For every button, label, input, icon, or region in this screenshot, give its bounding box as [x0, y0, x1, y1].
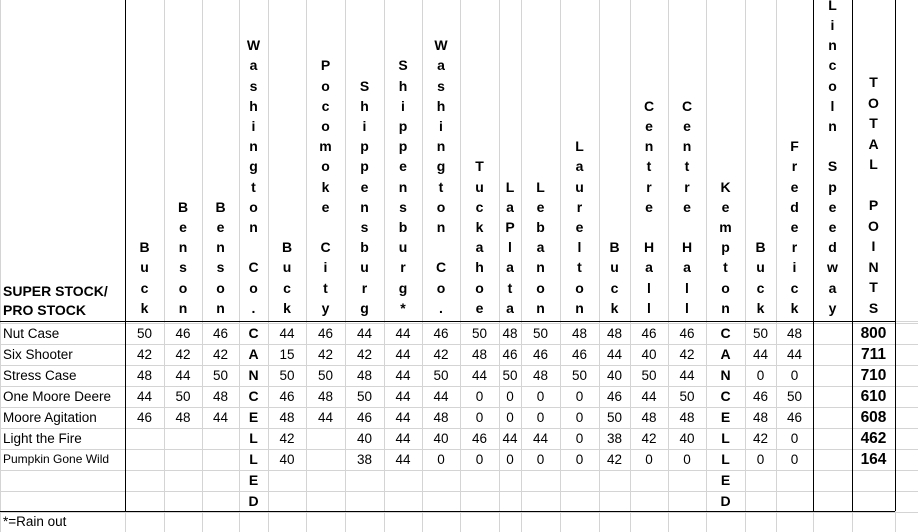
cancelled-letter: L	[249, 430, 258, 446]
points-cell	[813, 407, 852, 428]
cancelled-letter: C	[248, 388, 259, 404]
points-cell: 50	[356, 389, 373, 404]
track-name: B u c k	[281, 239, 293, 316]
points-cell: 42	[136, 347, 153, 362]
cancelled-letter: A	[720, 346, 731, 362]
driver-name: Light the Fire	[3, 431, 82, 446]
points-cell: 46	[641, 326, 657, 341]
points-cell: 48	[433, 410, 449, 425]
points-cell: 42	[356, 347, 373, 362]
cancelled-letter: C	[720, 325, 731, 341]
points-cell: 42	[175, 347, 191, 362]
points-cell: 44	[433, 389, 449, 404]
points-cell	[306, 449, 345, 470]
points-cell	[164, 470, 202, 491]
points-cell: 48	[606, 326, 623, 341]
total-points-cell	[852, 491, 895, 512]
total-points-cell: 711	[860, 346, 886, 363]
points-cell: 46	[175, 326, 191, 341]
total-points-cell: 608	[860, 409, 887, 426]
track-name: C e n t r e H a l l	[643, 97, 655, 316]
points-cell: 44	[752, 347, 769, 362]
track-name: L e b a n o n	[536, 178, 545, 316]
track-header	[306, 0, 345, 321]
track-header	[422, 0, 460, 321]
points-cell: 46	[532, 347, 549, 362]
points-cell	[499, 491, 521, 512]
points-cell: 44	[136, 389, 153, 404]
points-cell: 50	[471, 326, 488, 341]
points-cell	[813, 365, 852, 386]
track-name: W a s h i n g t o n C o .	[246, 37, 261, 316]
points-cell: 0	[475, 389, 484, 404]
points-cell	[813, 491, 852, 512]
track-name: C e n t r e H a l l	[681, 97, 693, 316]
track-name: S h i p p e n s b u r g *	[398, 57, 408, 316]
driver-name: Six Shooter	[3, 347, 73, 362]
points-cell	[630, 491, 668, 512]
points-cell: 50	[175, 389, 191, 404]
points-cell: 46	[752, 389, 769, 404]
points-cell: 50	[279, 368, 295, 383]
cancelled-letter: L	[721, 430, 730, 446]
points-cell: 0	[506, 389, 514, 404]
points-cell: 44	[786, 347, 803, 362]
total-points-cell: 164	[860, 451, 887, 468]
points-cell: 40	[279, 452, 295, 467]
points-cell	[813, 344, 852, 365]
points-cell	[306, 491, 345, 512]
track-header	[499, 0, 521, 321]
points-cell	[813, 428, 852, 449]
points-cell	[268, 491, 306, 512]
driver-name	[0, 491, 125, 512]
points-cell	[422, 491, 460, 512]
points-cell	[521, 491, 560, 512]
track-header	[125, 0, 164, 321]
total-points-cell: 610	[860, 388, 887, 405]
points-cell: 46	[136, 410, 153, 425]
points-cell: 40	[679, 431, 695, 446]
points-cell: 0	[790, 431, 799, 446]
track-header	[668, 0, 706, 321]
cancelled-letter: E	[720, 472, 731, 488]
points-cell: 46	[502, 347, 518, 362]
points-cell: 0	[575, 431, 584, 446]
total-points-header	[852, 0, 895, 321]
points-cell: 44	[395, 410, 411, 425]
track-name: B u c k	[609, 239, 620, 316]
points-cell	[776, 491, 813, 512]
track-header	[521, 0, 560, 321]
points-cell: 46	[679, 326, 695, 341]
points-cell	[668, 470, 706, 491]
points-cell: 44	[175, 368, 191, 383]
points-cell: 0	[536, 389, 545, 404]
points-cell: 42	[433, 347, 449, 362]
points-cell	[164, 428, 202, 449]
points-cell: 38	[606, 431, 623, 446]
points-cell: 50	[532, 326, 549, 341]
points-cell	[560, 470, 599, 491]
points-cell: 48	[679, 410, 695, 425]
driver-name: Pumpkin Gone Wild	[3, 452, 110, 466]
points-cell: 44	[279, 326, 295, 341]
points-cell: 44	[532, 431, 549, 446]
points-cell: 48	[317, 389, 334, 404]
points-cell: 42	[606, 452, 623, 467]
cancelled-letter: C	[248, 325, 259, 341]
sheet-header-label	[0, 282, 125, 322]
track-header	[560, 0, 599, 321]
points-cell: 46	[433, 326, 449, 341]
points-cell: 44	[395, 368, 411, 383]
track-header	[164, 0, 202, 321]
points-cell	[776, 470, 813, 491]
driver-name: Nut Case	[3, 326, 60, 341]
header-line-2: PRO STOCK	[3, 302, 86, 318]
points-cell: 46	[471, 431, 488, 446]
points-cell: 50	[317, 368, 334, 383]
points-cell: 48	[641, 410, 657, 425]
points-cell: 48	[279, 410, 295, 425]
points-cell	[460, 491, 499, 512]
driver-name: One Moore Deere	[3, 389, 112, 404]
points-cell: 48	[571, 326, 588, 341]
points-cell: 50	[433, 368, 449, 383]
points-cell: 50	[571, 368, 588, 383]
rain-out-footnote: *=Rain out	[3, 514, 67, 529]
track-header	[239, 0, 268, 321]
track-name: L a u r e l t o n	[575, 138, 584, 316]
points-cell: 0	[475, 410, 484, 425]
points-cell	[268, 470, 306, 491]
points-cell: 50	[606, 410, 623, 425]
points-cell: 0	[756, 452, 765, 467]
points-cell: 50	[752, 326, 769, 341]
points-cell: 0	[475, 452, 484, 467]
points-cell: 46	[212, 326, 229, 341]
driver-name: Stress Case	[3, 368, 77, 383]
cancelled-letter: N	[720, 367, 731, 383]
points-cell: 44	[317, 410, 334, 425]
points-cell: 46	[317, 326, 334, 341]
points-cell: 38	[356, 452, 373, 467]
cancelled-letter: E	[720, 409, 731, 425]
points-cell: 40	[606, 368, 623, 383]
points-cell	[384, 470, 422, 491]
points-cell: 44	[471, 368, 488, 383]
points-cell: 50	[136, 326, 153, 341]
points-cell	[560, 491, 599, 512]
points-cell: 0	[575, 452, 584, 467]
track-name: K e m p t o n	[719, 178, 732, 316]
points-cell	[306, 470, 345, 491]
points-cell	[384, 491, 422, 512]
track-header	[599, 0, 630, 321]
cancelled-letter: L	[249, 451, 258, 467]
driver-name	[0, 470, 125, 491]
cancelled-letter: N	[248, 367, 259, 383]
points-cell: 44	[395, 431, 411, 446]
points-cell	[164, 491, 202, 512]
points-cell: 0	[575, 410, 584, 425]
border-header-bottom	[0, 321, 895, 322]
points-cell: 0	[575, 389, 584, 404]
points-cell	[125, 428, 164, 449]
points-cell: 44	[395, 347, 411, 362]
points-cell	[813, 470, 852, 491]
points-cell: 0	[790, 452, 799, 467]
track-name: B u c k	[755, 239, 766, 316]
points-cell: 0	[506, 410, 514, 425]
border-total-right	[895, 0, 896, 511]
track-header	[745, 0, 776, 321]
cancelled-letter: A	[248, 346, 259, 362]
points-cell	[345, 491, 384, 512]
points-cell: 0	[683, 452, 691, 467]
points-cell	[422, 470, 460, 491]
points-cell	[599, 491, 630, 512]
points-cell	[345, 470, 384, 491]
track-header	[345, 0, 384, 321]
points-cell	[668, 491, 706, 512]
track-header	[630, 0, 668, 321]
track-name: L a P l a t a	[505, 178, 515, 316]
points-cell: 48	[752, 410, 769, 425]
points-cell: 44	[395, 452, 411, 467]
total-points-cell: 710	[860, 367, 887, 384]
points-cell	[813, 449, 852, 470]
points-cell: 48	[502, 326, 518, 341]
points-cell: 42	[279, 431, 295, 446]
cancelled-letter: E	[248, 472, 259, 488]
points-cell: 42	[641, 431, 657, 446]
header-line-1: SUPER STOCK/	[3, 283, 108, 299]
points-cell: 48	[786, 326, 803, 341]
points-cell	[813, 386, 852, 407]
points-cell	[202, 428, 239, 449]
points-cell: 0	[536, 410, 545, 425]
points-cell: 50	[641, 368, 657, 383]
points-cell	[460, 470, 499, 491]
points-cell: 42	[212, 347, 229, 362]
points-cell	[745, 491, 776, 512]
points-cell: 44	[212, 410, 229, 425]
points-cell	[306, 428, 345, 449]
points-cell: 44	[502, 431, 518, 446]
driver-name: Moore Agitation	[3, 410, 97, 425]
points-cell	[125, 491, 164, 512]
track-header	[776, 0, 813, 321]
points-cell: 0	[645, 452, 653, 467]
points-cell: 46	[786, 410, 803, 425]
points-cell	[630, 470, 668, 491]
points-cell: 0	[506, 452, 514, 467]
points-cell: 44	[395, 326, 411, 341]
track-name: P o c o m o k e C i t y	[319, 57, 332, 316]
points-cell: 46	[606, 389, 623, 404]
total-points-cell: 462	[860, 430, 887, 447]
points-cell: 50	[679, 389, 695, 404]
points-cell	[202, 491, 239, 512]
track-header	[813, 0, 852, 321]
points-cell: 44	[679, 368, 695, 383]
track-name: S h i p p e n s b u r g	[359, 77, 370, 316]
points-cell: 46	[571, 347, 588, 362]
points-cell	[599, 470, 630, 491]
track-name: T u c k a h o e	[475, 158, 484, 316]
points-cell: 48	[212, 389, 229, 404]
points-cell: 42	[752, 431, 769, 446]
track-header	[706, 0, 745, 321]
track-name: B e n s o n	[177, 198, 189, 316]
points-cell: 0	[756, 368, 765, 383]
track-name: B u c k	[139, 239, 150, 316]
points-cell	[202, 449, 239, 470]
points-cell: 48	[175, 410, 191, 425]
points-cell: 48	[136, 368, 153, 383]
total-points-cell	[852, 470, 895, 491]
cancelled-letter: C	[720, 388, 731, 404]
points-cell	[202, 470, 239, 491]
points-cell: 48	[356, 368, 373, 383]
cancelled-letter: L	[721, 451, 730, 467]
points-cell	[745, 470, 776, 491]
track-header	[460, 0, 499, 321]
points-cell: 46	[279, 389, 295, 404]
points-cell: 44	[395, 389, 411, 404]
points-cell: 40	[641, 347, 657, 362]
track-name: L i n c o l n S p e e d w a y	[827, 0, 838, 316]
track-header	[202, 0, 239, 321]
total-points-label: T O T A L P O I N T S	[868, 74, 879, 316]
cancelled-letter: D	[720, 493, 731, 509]
track-header	[268, 0, 306, 321]
points-cell: 44	[606, 347, 623, 362]
points-cell: 40	[433, 431, 449, 446]
points-cell: 44	[356, 326, 373, 341]
points-cell: 50	[502, 368, 518, 383]
points-cell: 42	[317, 347, 334, 362]
points-cell: 0	[790, 368, 799, 383]
cancelled-letter: E	[248, 409, 259, 425]
points-cell: 44	[641, 389, 657, 404]
points-cell	[499, 470, 521, 491]
points-cell	[521, 470, 560, 491]
track-name: W a s h i n g t o n C o .	[434, 37, 448, 316]
points-cell	[813, 323, 852, 344]
points-cell: 42	[679, 347, 695, 362]
points-cell	[125, 449, 164, 470]
points-cell	[125, 470, 164, 491]
total-points-cell: 800	[860, 325, 887, 342]
track-header	[384, 0, 422, 321]
points-cell: 50	[786, 389, 803, 404]
points-cell: 48	[471, 347, 488, 362]
points-cell: 15	[279, 347, 295, 362]
grid-line-horizontal	[0, 512, 918, 513]
cancelled-letter: D	[248, 493, 259, 509]
track-name: F r e d e r i c k	[790, 138, 799, 316]
points-cell: 48	[532, 368, 549, 383]
track-name: B e n s o n	[215, 198, 226, 316]
points-cell	[164, 449, 202, 470]
points-cell: 40	[356, 431, 373, 446]
points-cell: 0	[437, 452, 445, 467]
points-cell: 0	[536, 452, 545, 467]
points-cell: 46	[356, 410, 373, 425]
points-cell: 50	[212, 368, 229, 383]
